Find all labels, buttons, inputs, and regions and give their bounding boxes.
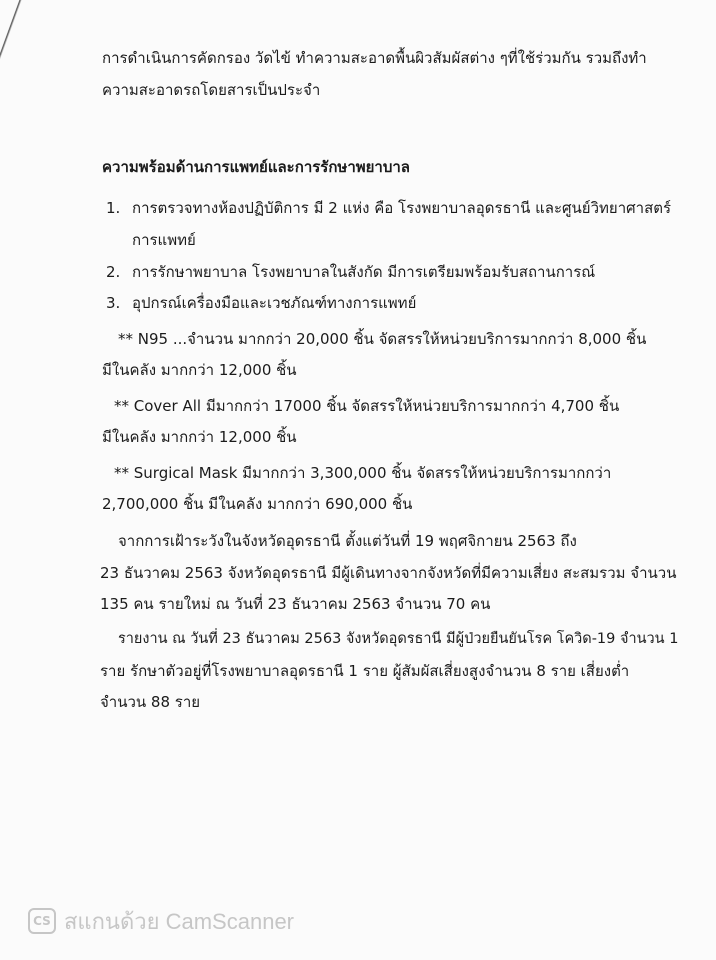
section-heading: ความพร้อมด้านการแพทย์และการรักษาพยาบาล — [102, 158, 410, 176]
list-item-1 — [106, 198, 671, 218]
supply-coverall-line-2: มีในคลัง มากกว่า 12,000 ชิ้น — [102, 428, 297, 446]
list-number: 2. — [106, 263, 121, 281]
supply-mask-line-2: 2,700,000 ชิ้น มีในคลัง มากกว่า 690,000 ชิ้น — [102, 495, 413, 513]
list-text: การรักษาพยาบาล โรงพยาบาลในสังกัด มีการเตรียมพร้อมรับสถานการณ์ — [132, 263, 596, 281]
report-line-1: รายงาน ณ วันที่ 23 ธันวาคม 2563 จังหวัดอุดรธานี มีผู้ป่วยยืนยันโรค โควิด-19 จำนวน 1 — [118, 631, 679, 647]
surveillance-line-3: 135 คน รายใหม่ ณ วันที่ 23 ธันวาคม 2563 จำนวน 70 คน — [100, 595, 491, 613]
report-line-2: ราย รักษาตัวอยู่ที่โรงพยาบาลอุดรธานี 1 ราย ผู้สัมผัสเสี่ยงสูงจำนวน 8 ราย เสี่ยงต่ำ — [100, 662, 630, 680]
surveillance-line-2: 23 ธันวาคม 2563 จังหวัดอุดรธานี มีผู้เดินทางจากจังหวัดที่มีความเสี่ยง สะสมรวม จำนวน — [100, 564, 677, 582]
list-item-3 — [106, 293, 416, 313]
supply-n95-line-1: ** N95 ...จำนวน มากกว่า 20,000 ชิ้น จัดสรรให้หน่วยบริการมากกว่า 8,000 ชิ้น — [118, 330, 647, 348]
camscanner-watermark — [28, 906, 294, 936]
intro-line-2: ความสะอาดรถโดยสารเป็นประจำ — [102, 81, 321, 99]
report-line-3: จำนวน 88 ราย — [100, 693, 201, 711]
list-text: อุปกรณ์เครื่องมือและเวชภัณฑ์ทางการแพทย์ — [132, 294, 417, 312]
camscanner-text: สแกนด้วย CamScanner — [64, 908, 295, 934]
list-item-2 — [106, 262, 595, 282]
supply-n95-line-2: มีในคลัง มากกว่า 12,000 ชิ้น — [102, 361, 297, 379]
list-text: การตรวจทางห้องปฏิบัติการ มี 2 แห่ง คือ โรงพยาบาลอุดรธานี และศูนย์วิทยาศาสตร์ — [132, 199, 672, 217]
list-number: 1. — [106, 199, 121, 217]
list-item-1-continuation: การแพทย์ — [132, 231, 196, 249]
supply-coverall-line-1: ** Cover All มีมากกว่า 17000 ชิ้น จัดสรรให้หน่วยบริการมากกว่า 4,700 ชิ้น — [114, 397, 620, 415]
camscanner-logo-icon: CS — [28, 908, 56, 934]
supply-mask-line-1: ** Surgical Mask มีมากกว่า 3,300,000 ชิ้น จัดสรรให้หน่วยบริการมากกว่า — [114, 464, 612, 482]
list-number: 3. — [106, 294, 121, 312]
page-edge-shadow — [0, 0, 22, 70]
surveillance-line-1: จากการเฝ้าระวังในจังหวัดอุดรธานี ตั้งแต่วันที่ 19 พฤศจิกายน 2563 ถึง — [118, 532, 577, 550]
intro-line-1: การดำเนินการคัดกรอง วัดไข้ ทำความสะอาดพื้นผิวสัมผัสต่าง ๆที่ใช้ร่วมกัน รวมถึงทำ — [102, 49, 647, 67]
